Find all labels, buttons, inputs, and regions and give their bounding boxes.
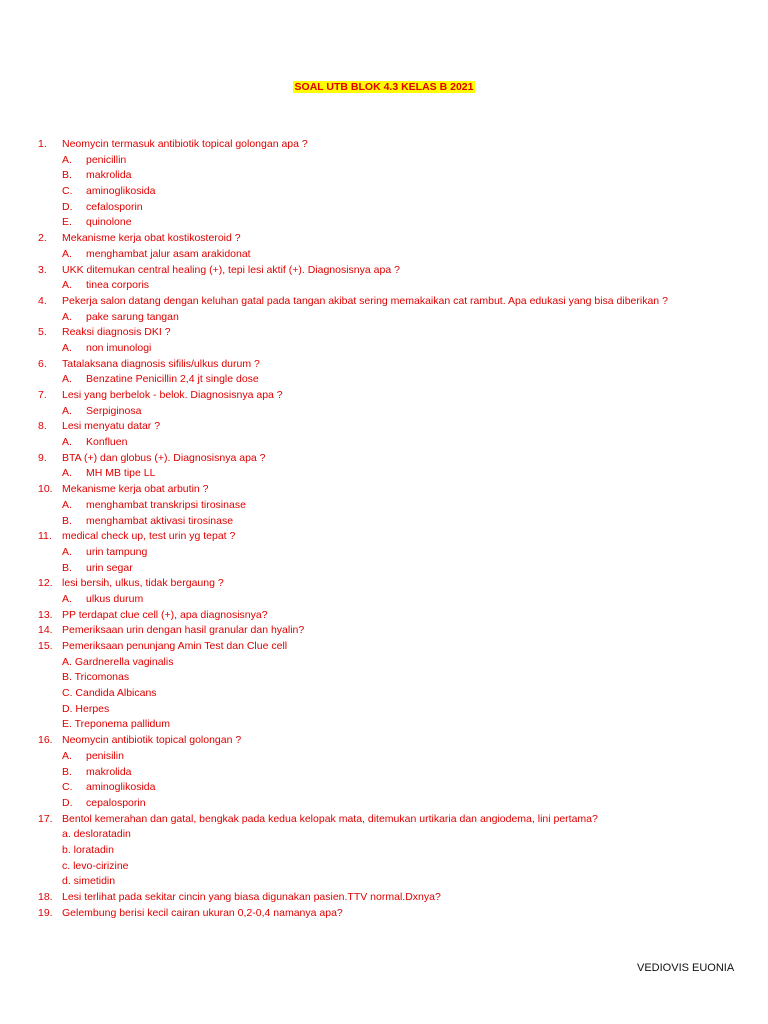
question-number: 10. (38, 483, 53, 496)
answer-option (0, 702, 768, 718)
answer-option (0, 310, 768, 326)
question-item (0, 529, 768, 545)
option-letter: A. (62, 436, 72, 449)
option-text: B. Tricomonas (62, 671, 130, 684)
question-text: Mekanisme kerja obat kostikosteroid ? (62, 232, 241, 245)
question-number: 8. (38, 420, 47, 433)
option-letter: D. (62, 796, 73, 809)
question-text: Neomycin termasuk antibiotik topical golongan apa ? (62, 138, 308, 150)
question-text: Gelembung berisi kecil cairan ukuran 0,2-0,4 namanya apa? (62, 906, 343, 919)
answer-option (0, 247, 768, 263)
answer-option (0, 466, 768, 482)
option-text: MH MB tipe LL (86, 467, 156, 480)
question-text: Lesi yang berbelok - belok. Diagnosisnya apa ? (62, 389, 283, 401)
answer-option (0, 670, 768, 686)
question-text: Neomycin antibiotik topical golongan ? (62, 734, 242, 747)
answer-option (0, 341, 768, 357)
option-letter: A. (62, 467, 72, 480)
answer-option (0, 278, 768, 294)
question-item (0, 325, 768, 341)
option-text: a. desloratadin (62, 828, 131, 841)
option-text: aminoglikosida (86, 185, 156, 198)
option-letter: B. (62, 765, 72, 778)
question-text: Tatalaksana diagnosis sifilis/ulkus durum ? (62, 357, 260, 370)
option-text: non imunologi (86, 341, 152, 354)
question-number: 18. (38, 891, 53, 903)
option-text: tinea corporis (86, 279, 150, 292)
answer-option (0, 686, 768, 702)
option-letter: A. (62, 545, 72, 558)
option-text: Benzatine Penicillin 2,4 jt single dose (86, 373, 259, 386)
question-number: 2. (38, 232, 47, 245)
option-letter: B. (62, 561, 72, 574)
option-text: pake sarung tangan (86, 310, 179, 323)
question-text: Pemeriksaan penunjang Amin Test dan Clue cell (62, 640, 288, 652)
question-item (0, 388, 768, 404)
question-number: 7. (38, 389, 47, 401)
author-footer: VEDIOVIS EUONIA (637, 962, 735, 974)
option-letter: A. (62, 592, 72, 605)
option-letter: B. (62, 514, 72, 527)
question-item (0, 639, 768, 655)
answer-option (0, 153, 768, 169)
option-letter: A. (62, 498, 72, 511)
question-text: Mekanisme kerja obat arbutin ? (62, 483, 209, 496)
answer-option (0, 168, 768, 184)
option-letter: E. (62, 216, 72, 229)
option-letter: A. (62, 310, 72, 323)
question-number: 4. (38, 294, 47, 307)
option-text: urin tampung (86, 545, 148, 558)
answer-option (0, 765, 768, 781)
option-letter: B. (62, 169, 72, 182)
option-letter: A. (62, 404, 72, 417)
option-text: ulkus durum (86, 592, 144, 605)
option-text: menghambat jalur asam arakidonat (86, 247, 251, 260)
question-item (0, 890, 768, 906)
question-number: 15. (38, 640, 53, 652)
option-text: c. levo-cirizine (62, 859, 129, 872)
option-letter: A. (62, 247, 72, 260)
option-text: aminoglikosida (86, 781, 156, 794)
answer-option (0, 843, 768, 859)
option-text: E. Treponema pallidum (62, 718, 170, 731)
question-text: Reaksi diagnosis DKI ? (62, 326, 171, 339)
option-text: C. Candida Albicans (62, 687, 157, 700)
answer-option (0, 435, 768, 451)
option-letter: A. (62, 153, 72, 166)
option-letter: A. (62, 279, 72, 292)
question-list (0, 137, 768, 921)
answer-option (0, 827, 768, 843)
question-text: medical check up, test urin yg tepat ? (62, 530, 236, 543)
answer-option (0, 859, 768, 875)
option-text: cefalosporin (86, 200, 143, 213)
option-text: penicillin (86, 153, 127, 166)
option-text: A. Gardnerella vaginalis (62, 655, 174, 668)
question-number: 3. (38, 263, 47, 276)
question-item (0, 419, 768, 435)
document-title-text: SOAL UTB BLOK 4.3 KELAS B 2021 (294, 81, 474, 93)
answer-option (0, 404, 768, 420)
question-item (0, 263, 768, 279)
answer-option (0, 655, 768, 671)
question-item (0, 231, 768, 247)
question-text: Lesi menyatu datar ? (62, 420, 161, 433)
answer-option (0, 184, 768, 200)
question-text: PP terdapat clue cell (+), apa diagnosisnya? (62, 608, 268, 621)
answer-option (0, 215, 768, 231)
question-item (0, 451, 768, 467)
option-text: urin segar (86, 561, 133, 574)
answer-option (0, 514, 768, 530)
question-text: Pekerja salon datang dengan keluhan gatal pada tangan akibat sering memakaikan cat rambut. Apa edukasi yang bisa diberikan ? (62, 294, 668, 307)
question-number: 6. (38, 357, 47, 370)
question-text: Lesi terlihat pada sekitar cincin yang biasa digunakan pasien.TTV normal.Dxnya? (62, 891, 441, 903)
option-letter: A. (62, 749, 72, 762)
answer-option (0, 200, 768, 216)
question-text: Bentol kemerahan dan gatal, bengkak pada kedua kelopak mata, ditemukan urtikaria dan angiodema, lini pertama? (62, 812, 598, 825)
question-item (0, 576, 768, 592)
answer-option (0, 545, 768, 561)
question-number: 19. (38, 906, 53, 919)
option-text: cepalosporin (86, 796, 146, 809)
question-number: 14. (38, 624, 53, 637)
question-number: 1. (38, 138, 47, 150)
question-item (0, 137, 768, 153)
option-text: quinolone (86, 216, 132, 229)
question-item (0, 623, 768, 639)
answer-option (0, 780, 768, 796)
option-text: menghambat aktivasi tirosinase (86, 514, 234, 527)
answer-option (0, 498, 768, 514)
question-text: UKK ditemukan central healing (+), tepi lesi aktif (+). Diagnosisnya apa ? (62, 263, 400, 276)
option-letter: A. (62, 373, 72, 386)
question-text: Pemeriksaan urin dengan hasil granular dan hyalin? (62, 624, 305, 637)
option-text: d. simetidin (62, 875, 116, 888)
option-text: makrolida (86, 765, 132, 778)
question-item (0, 733, 768, 749)
question-item (0, 357, 768, 373)
question-number: 11. (38, 530, 52, 543)
option-letter: A. (62, 341, 72, 354)
answer-option (0, 874, 768, 890)
answer-option (0, 749, 768, 765)
question-item (0, 906, 768, 922)
answer-option (0, 561, 768, 577)
answer-option (0, 372, 768, 388)
option-letter: C. (62, 781, 73, 794)
question-text: lesi bersih, ulkus, tidak bergaung ? (62, 577, 224, 590)
question-number: 12. (38, 577, 53, 590)
option-text: Serpiginosa (86, 404, 142, 417)
answer-option (0, 796, 768, 812)
answer-option (0, 717, 768, 733)
question-number: 16. (38, 734, 53, 747)
answer-option (0, 592, 768, 608)
option-text: makrolida (86, 169, 132, 182)
question-item (0, 608, 768, 624)
question-item (0, 812, 768, 828)
option-text: penisilin (86, 749, 124, 762)
question-item (0, 482, 768, 498)
option-letter: D. (62, 200, 73, 213)
option-text: Konfluen (86, 436, 128, 449)
option-text: D. Herpes (62, 702, 110, 715)
option-text: b. loratadin (62, 843, 114, 856)
question-number: 5. (38, 326, 47, 339)
question-text: BTA (+) dan globus (+). Diagnosisnya apa ? (62, 451, 266, 464)
question-number: 17. (38, 812, 53, 825)
question-number: 9. (38, 451, 47, 464)
question-item (0, 294, 768, 310)
option-letter: C. (62, 185, 73, 198)
document-title (0, 80, 768, 94)
question-number: 13. (38, 608, 53, 621)
option-text: menghambat transkripsi tirosinase (86, 498, 246, 511)
